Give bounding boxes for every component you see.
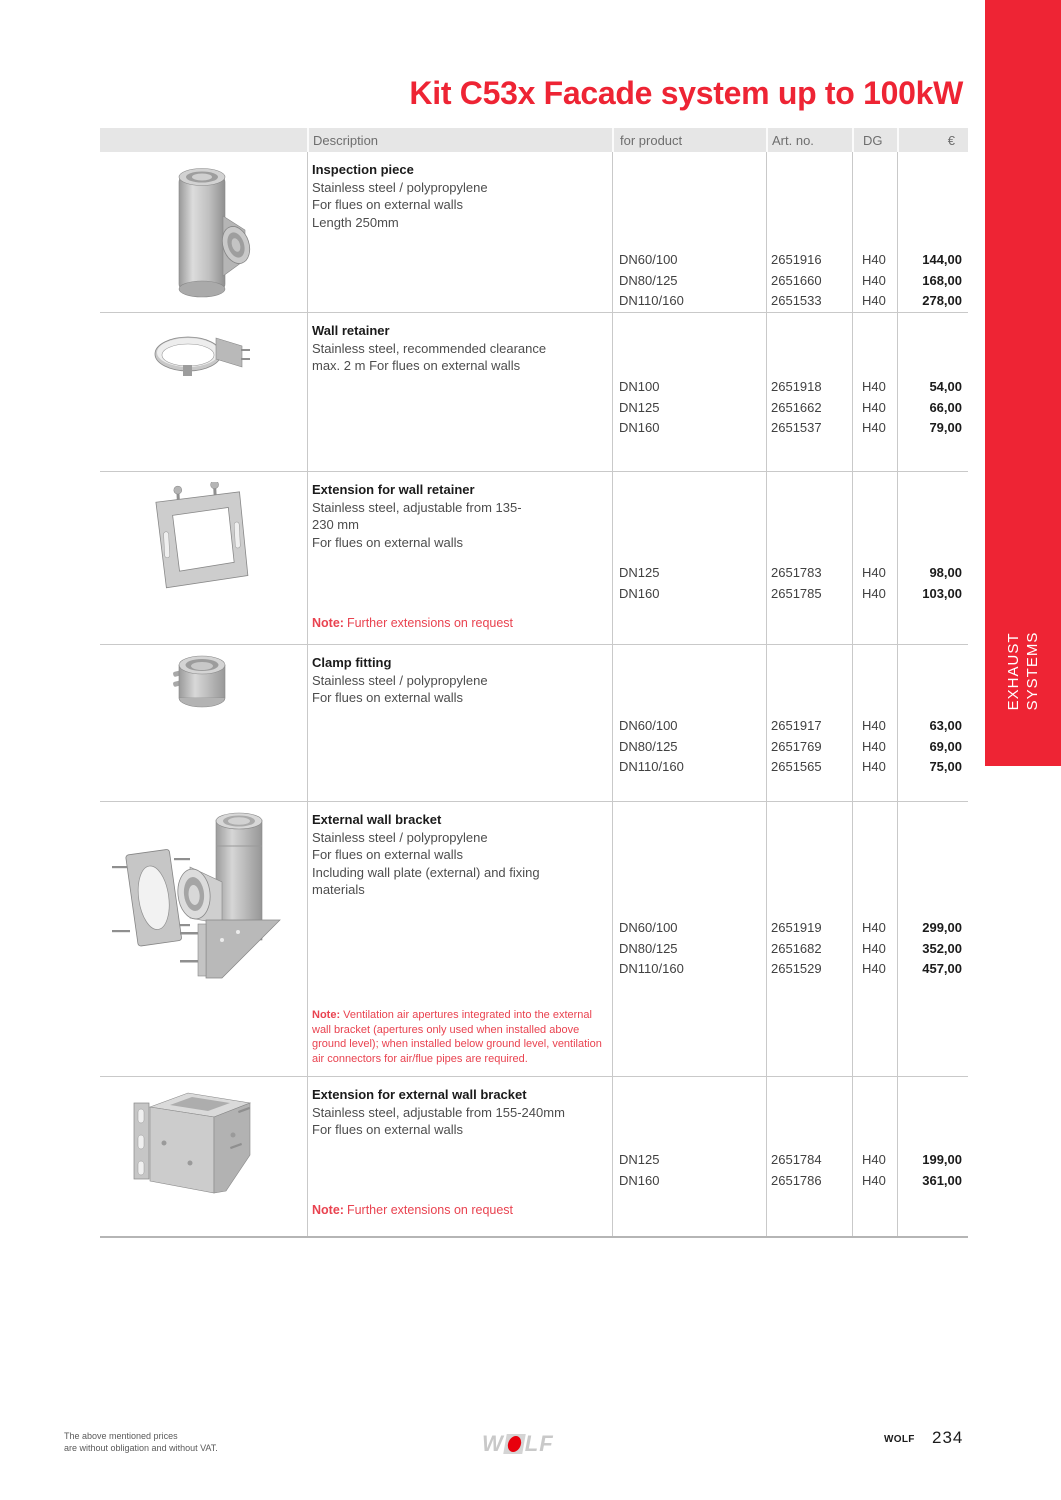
page-title: Kit C53x Facade system up to 100kW <box>409 75 963 112</box>
variant-art-no: 2651918 <box>771 379 822 394</box>
price-table <box>100 128 968 1238</box>
art-no-cell <box>766 313 852 471</box>
product-title: External wall bracket <box>312 812 442 827</box>
variant-product: DN160 <box>619 585 660 601</box>
variant-price: 278,00 <box>922 293 962 308</box>
product-description-line: For flues on external walls <box>312 197 464 212</box>
table-row <box>100 645 968 802</box>
table-body <box>100 152 968 1238</box>
variant-product: DN80/125 <box>619 272 678 288</box>
wolf-logo-o-icon <box>503 1434 526 1454</box>
variant-dg: H40 <box>862 1152 886 1167</box>
product-image-cell <box>100 1077 307 1236</box>
note-label: Note: <box>312 616 344 630</box>
product-title: Extension for external wall bracket <box>312 1087 527 1102</box>
variant-product: DN125 <box>619 565 660 580</box>
art-no-cell <box>766 645 852 801</box>
variant-art-no: 2651660 <box>771 272 822 288</box>
product-image-cell <box>100 313 307 471</box>
variant-art-no: 2651529 <box>771 961 822 976</box>
product-description-line: Stainless steel / polypropylene <box>312 829 488 845</box>
product-description-line: Stainless steel / polypropylene <box>312 179 488 195</box>
variant-dg: H40 <box>862 738 886 754</box>
variant-price: 299,00 <box>922 920 962 935</box>
product-image-cell <box>100 802 307 1076</box>
variant-product: DN80/125 <box>619 738 678 754</box>
art-no-cell <box>766 152 852 312</box>
variant-price: 168,00 <box>922 272 962 288</box>
product-description-line: Stainless steel / polypropylene <box>312 672 488 688</box>
note-text: Ventilation air apertures integrated into the external wall bracket (apertures only used when installed above ground level); when installed below ground level, ventilation air connectors for air/flue pipes are required. <box>312 1009 602 1065</box>
variant-dg: H40 <box>862 272 886 288</box>
product-description-line: Stainless steel, adjustable from 135- <box>312 499 522 515</box>
product-description-cell <box>307 645 612 801</box>
extension-external-wall-bracket-image <box>130 1083 270 1205</box>
product-description-line: For flues on external walls <box>312 847 464 862</box>
table-row <box>100 313 968 472</box>
price-cell <box>897 313 968 471</box>
variant-art-no: 2651786 <box>771 1172 822 1188</box>
variant-product: DN160 <box>619 420 660 435</box>
wolf-logo-red-dot-icon <box>506 1436 522 1452</box>
price-cell <box>897 1077 968 1236</box>
product-description-line: Length 250mm <box>312 214 399 230</box>
variant-price: 199,00 <box>922 1152 962 1167</box>
side-tab-line1: EXHAUST <box>1005 632 1022 711</box>
variant-price: 352,00 <box>922 940 962 956</box>
table-header-row <box>100 128 968 152</box>
variant-price: 66,00 <box>929 399 962 415</box>
variant-product: DN60/100 <box>619 252 678 267</box>
art-no-cell <box>766 1077 852 1236</box>
variant-art-no: 2651784 <box>771 1152 822 1167</box>
variant-dg: H40 <box>862 920 886 935</box>
variant-art-no: 2651537 <box>771 420 822 435</box>
variant-art-no: 2651916 <box>771 252 822 267</box>
variant-dg: H40 <box>862 940 886 956</box>
variant-price: 98,00 <box>929 565 962 580</box>
variant-dg: H40 <box>862 252 886 267</box>
variant-product: DN110/160 <box>619 961 684 976</box>
product-description-line: For flues on external walls <box>312 1122 464 1137</box>
dg-cell <box>852 1077 897 1236</box>
product-description-cell <box>307 313 612 471</box>
variant-art-no: 2651682 <box>771 940 822 956</box>
variant-dg: H40 <box>862 293 886 308</box>
variant-dg: H40 <box>862 420 886 435</box>
page-number: 234 <box>932 1428 964 1447</box>
wolf-logo <box>482 1431 554 1457</box>
art-no-cell <box>766 472 852 644</box>
table-row <box>100 152 968 313</box>
price-cell <box>897 802 968 1076</box>
variant-art-no: 2651919 <box>771 920 822 935</box>
variant-art-no: 2651917 <box>771 718 822 733</box>
price-disclaimer <box>64 1430 218 1454</box>
variant-product: DN60/100 <box>619 920 678 935</box>
exhaust-systems-side-tab <box>985 0 1061 766</box>
art-no-cell <box>766 802 852 1076</box>
product-title: Inspection piece <box>312 162 414 177</box>
product-title: Clamp fitting <box>312 655 392 670</box>
variant-dg: H40 <box>862 565 886 580</box>
product-description-line: max. 2 m For flues on external walls <box>312 358 521 373</box>
product-note <box>312 1203 604 1228</box>
variant-art-no: 2651785 <box>771 585 822 601</box>
price-cell <box>897 472 968 644</box>
external-wall-bracket-image <box>110 812 296 1008</box>
table-row <box>100 802 968 1077</box>
price-cell <box>897 645 968 801</box>
table-row <box>100 472 968 645</box>
side-tab-line2: SYSTEMS <box>1024 631 1041 711</box>
variant-product: DN80/125 <box>619 940 678 956</box>
wolf-logo-w: W <box>482 1431 504 1456</box>
dg-cell <box>852 313 897 471</box>
note-text: Further extensions on request <box>346 616 514 630</box>
variant-price: 75,00 <box>929 759 962 774</box>
variant-price: 79,00 <box>929 420 962 435</box>
variant-dg: H40 <box>862 399 886 415</box>
extension-wall-retainer-image <box>142 482 258 600</box>
note-text: Further extensions on request <box>346 1203 514 1217</box>
side-tab-label <box>1004 632 1042 711</box>
wolf-logo-lf: LF <box>524 1431 554 1456</box>
variant-product: DN110/160 <box>619 293 684 308</box>
variant-price: 361,00 <box>922 1172 962 1188</box>
col-header-image <box>100 128 307 152</box>
variant-art-no: 2651565 <box>771 759 822 774</box>
product-description-cell <box>307 472 612 644</box>
product-image-cell <box>100 645 307 801</box>
variant-art-no: 2651783 <box>771 565 822 580</box>
variant-product: DN125 <box>619 399 660 415</box>
for-product-cell <box>612 1077 766 1236</box>
inspection-piece-image <box>155 164 251 300</box>
product-description-cell <box>307 1077 612 1236</box>
col-header-dg: DG <box>852 128 897 152</box>
product-description-line: materials <box>312 882 365 897</box>
variant-art-no: 2651769 <box>771 738 822 754</box>
variant-price: 69,00 <box>929 738 962 754</box>
footer-brand: WOLF <box>884 1434 915 1445</box>
product-image-cell <box>100 472 307 644</box>
variant-price: 63,00 <box>929 718 962 733</box>
note-label: Note: <box>312 1203 344 1217</box>
product-description-line: Stainless steel, adjustable from 155-240mm <box>312 1104 565 1120</box>
variant-product: DN60/100 <box>619 718 678 733</box>
for-product-cell <box>612 152 766 312</box>
dg-cell <box>852 152 897 312</box>
product-description-line: 230 mm <box>312 517 359 532</box>
variant-product: DN125 <box>619 1152 660 1167</box>
disclaimer-line2: are without obligation and without VAT. <box>64 1443 218 1453</box>
dg-cell <box>852 802 897 1076</box>
variant-price: 144,00 <box>922 252 962 267</box>
for-product-cell <box>612 645 766 801</box>
for-product-cell <box>612 802 766 1076</box>
for-product-cell <box>612 313 766 471</box>
for-product-cell <box>612 472 766 644</box>
table-row <box>100 1077 968 1238</box>
variant-art-no: 2651662 <box>771 399 822 415</box>
product-description-cell <box>307 152 612 312</box>
variant-product: DN110/160 <box>619 759 684 774</box>
variant-price: 103,00 <box>922 585 962 601</box>
variant-dg: H40 <box>862 1172 886 1188</box>
variant-product: DN160 <box>619 1172 660 1188</box>
variant-dg: H40 <box>862 961 886 976</box>
price-cell <box>897 152 968 312</box>
product-title: Extension for wall retainer <box>312 482 475 497</box>
variant-product: DN100 <box>619 379 660 394</box>
product-description-line: For flues on external walls <box>312 534 464 550</box>
product-title: Wall retainer <box>312 323 390 338</box>
variant-dg: H40 <box>862 585 886 601</box>
col-header-for-product: for product <box>612 128 766 152</box>
product-description-line: Including wall plate (external) and fixing <box>312 864 540 880</box>
variant-price: 457,00 <box>922 961 962 976</box>
note-label: Note: <box>312 1009 341 1021</box>
variant-dg: H40 <box>862 759 886 774</box>
product-description-line: For flues on external walls <box>312 690 464 705</box>
product-note <box>312 1008 604 1068</box>
col-header-description: Description <box>307 128 612 152</box>
variant-dg: H40 <box>862 379 886 394</box>
col-header-art-no: Art. no. <box>766 128 852 152</box>
wall-retainer-image <box>150 329 250 379</box>
variant-art-no: 2651533 <box>771 293 822 308</box>
product-image-cell <box>100 152 307 312</box>
dg-cell <box>852 472 897 644</box>
product-description-cell <box>307 802 612 1076</box>
col-header-euro: € <box>897 128 968 152</box>
product-description-line: Stainless steel, recommended clearance <box>312 340 547 356</box>
dg-cell <box>852 645 897 801</box>
disclaimer-line1: The above mentioned prices <box>64 1431 178 1441</box>
variant-dg: H40 <box>862 718 886 733</box>
clamp-fitting-image <box>170 651 234 711</box>
variant-price: 54,00 <box>929 379 962 394</box>
product-note <box>312 616 604 636</box>
